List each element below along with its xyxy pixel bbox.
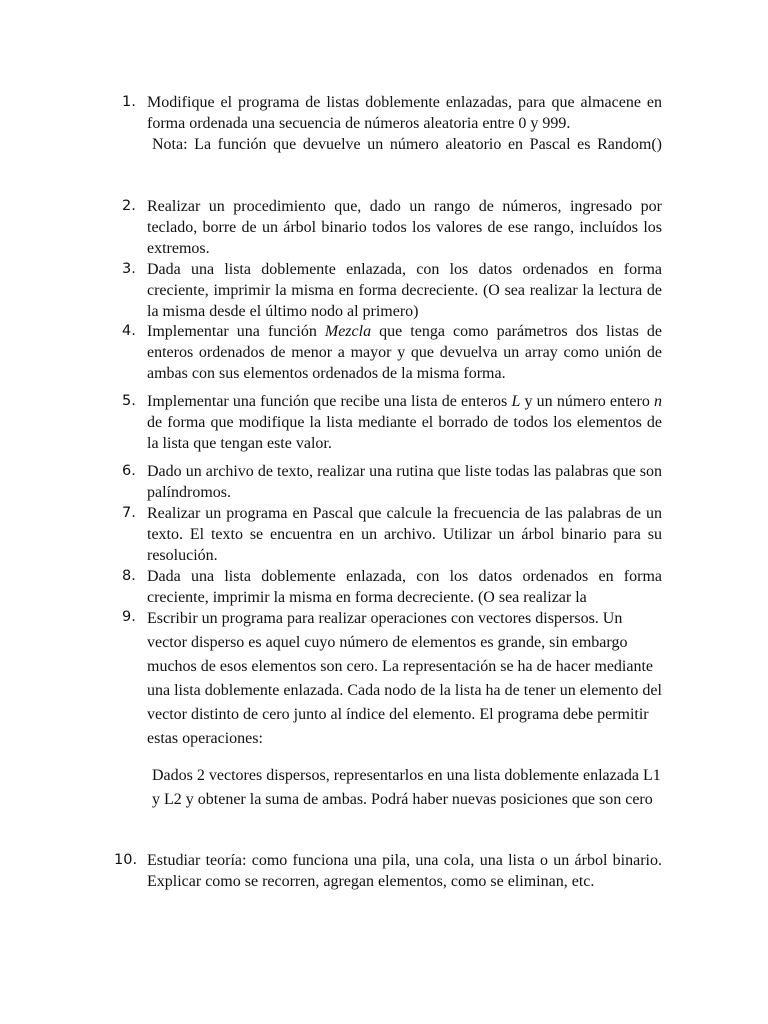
item-text: Dada una lista doblemente enlazada, con los datos ordenados en forma creciente, imprimir la misma en forma decreciente. (O sea realizar la <box>147 568 662 606</box>
item-number: 9. <box>122 609 136 625</box>
item-number: 6. <box>122 463 136 479</box>
item-number: 2. <box>122 198 136 214</box>
item-subtext: Dados 2 vectores dispersos, representarlos en una lista doblemente enlazada L1 y L2 y obtener la suma de ambas. Podrá haber nuevas posiciones que son cero <box>152 767 661 808</box>
text-fragment: Implementar una función <box>147 323 325 340</box>
variable-name: n <box>654 393 663 410</box>
item-number: 5. <box>122 393 136 409</box>
item-text: Escribir un programa para realizar operaciones con vectores dispersos. Un vector disperso es aquel cuyo número de elementos es grande, sin embargo muchos de esos elementos son cero. La representación se ha de hacer mediante una lista doblemente enlazada. Cada nodo de la lista ha de tener un elemento del vector distinto de cero junto al índice del elemento. El programa debe permitir estas operaciones: <box>147 610 662 747</box>
list-item-9 <box>122 607 662 812</box>
item-number: 10. <box>114 852 138 868</box>
text-fragment: Implementar una función que recibe una lista de enteros <box>147 393 512 410</box>
list-item-3 <box>122 259 662 322</box>
list-item-5 <box>122 391 662 454</box>
item-text: Dada una lista doblemente enlazada, con los datos ordenados en forma creciente, imprimir la misma en forma decreciente. (O sea realizar la lectura de la misma desde el último nodo al primero) <box>147 261 662 320</box>
list-item-4 <box>122 321 662 384</box>
item-number: 7. <box>122 505 136 521</box>
item-note: Nota: La función que devuelve un número aleatorio en Pascal es Random() <box>152 136 662 153</box>
text-fragment: que tenga como parámetros dos listas de enteros ordenados de menor a mayor y que devuelva un array como unión de ambas con sus elementos ordenados de la misma forma. <box>147 323 663 382</box>
item-text: Realizar un procedimiento que, dado un rango de números, ingresado por teclado, borre de un árbol binario todos los valores de ese rango, incluídos los extremos. <box>147 198 662 257</box>
item-text: Dado un archivo de texto, realizar una rutina que liste todas las palabras que son palíndromos. <box>147 463 662 501</box>
item-number: 4. <box>122 323 136 339</box>
item-text: Estudiar teoría: como funciona una pila, una cola, una lista o un árbol binario. Explicar como se recorren, agregan elementos, como se eliminan, etc. <box>147 852 662 890</box>
list-item-2 <box>122 196 662 259</box>
list-item-10 <box>114 850 662 892</box>
text-fragment: de forma que modifique la lista mediante el borrado de todos los elementos de la lista que tengan este valor. <box>147 414 662 452</box>
text-fragment: y un número entero <box>520 393 655 410</box>
list-item-6 <box>122 461 662 503</box>
item-text <box>147 391 662 454</box>
list-item-1 <box>122 92 662 155</box>
list-item-8 <box>122 566 662 608</box>
list-item-7 <box>122 503 662 566</box>
item-text: Realizar un programa en Pascal que calcule la frecuencia de las palabras de un texto. El texto se encuentra en un archivo. Utilizar un árbol binario para su resolución. <box>147 505 662 564</box>
item-number: 3. <box>122 261 136 277</box>
item-text <box>147 321 662 384</box>
item-text: Modifique el programa de listas doblemente enlazadas, para que almacene en forma ordenada una secuencia de números aleatoria entre 0 y 999. <box>147 94 662 132</box>
variable-name: L <box>511 393 521 410</box>
function-name: Mezcla <box>324 323 372 340</box>
item-number: 1. <box>122 94 136 110</box>
item-number: 8. <box>122 568 136 584</box>
